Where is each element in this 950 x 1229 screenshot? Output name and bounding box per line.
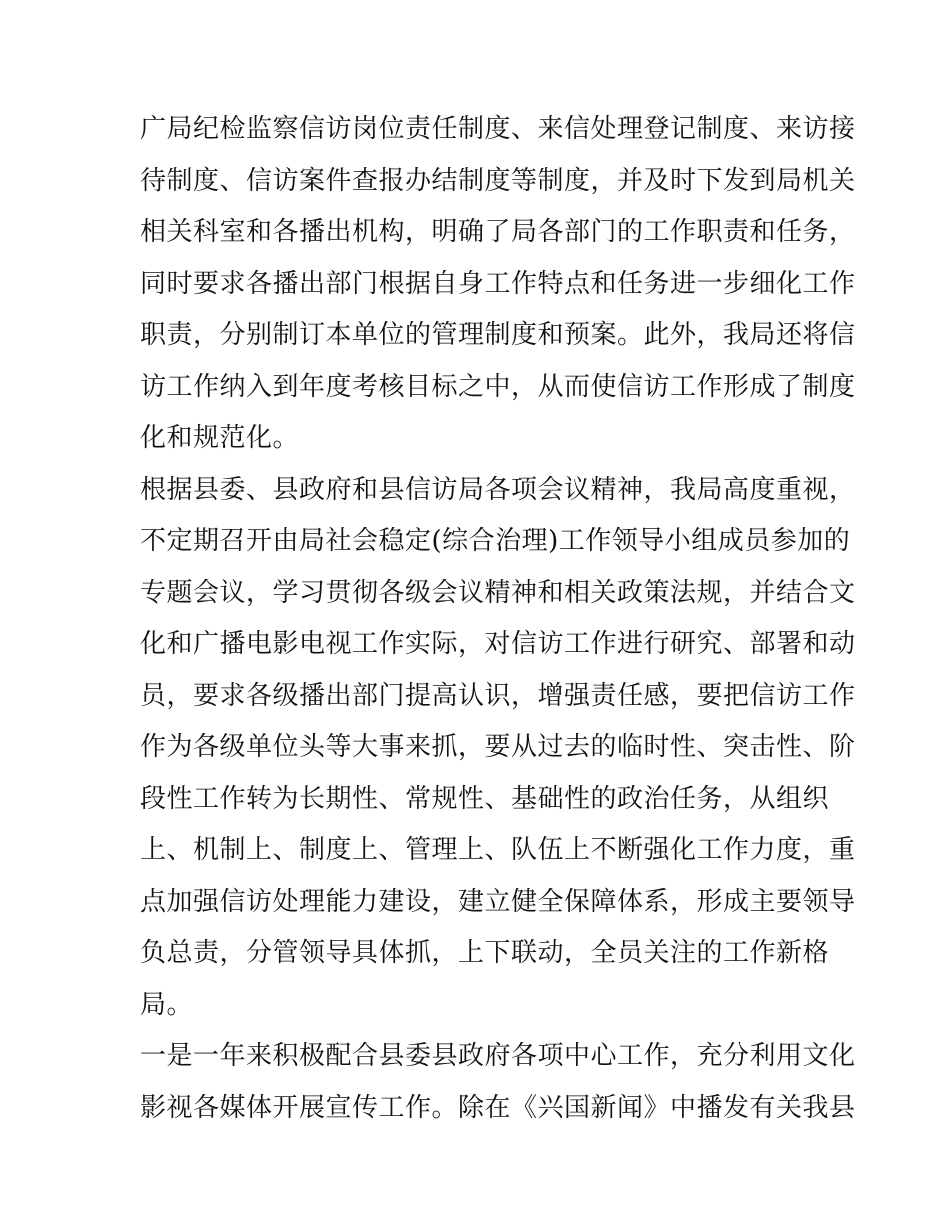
text-line: 影视各媒体开展宣传工作。除在《兴国新闻》中播发有关我县 <box>140 1092 856 1123</box>
text-line: 化和规范化。 <box>140 423 300 453</box>
document-body <box>140 104 856 1134</box>
text-line: 待制度、信访案件查报办结制度等制度，并及时下发到局机关 <box>140 165 856 196</box>
text-line: 同时要求各播出部门根据自身工作特点和任务进一步细化工作 <box>140 268 856 299</box>
text-line: 段性工作转为长期性、常规性、基础性的政治任务，从组织 <box>140 783 830 814</box>
text-line: 相关科室和各播出机构，明确了局各部门的工作职责和任务， <box>140 217 856 247</box>
text-line: 访工作纳入到年度考核目标之中，从而使信访工作形成了制度 <box>140 371 856 402</box>
text-line: 一是一年来积极配合县委县政府各项中心工作，充分利用文化 <box>140 1041 856 1071</box>
text-line: 化和广播电影电视工作实际，对信访工作进行研究、部署和动 <box>140 629 856 659</box>
text-line: 员，要求各级播出部门提高认识，增强责任感，要把信访工作 <box>140 680 856 711</box>
text-line: 根据县委、县政府和县信访局各项会议精神，我局高度重视， <box>140 474 856 505</box>
text-line: 局。 <box>140 989 194 1020</box>
text-line: 专题会议，学习贯彻各级会议精神和相关政策法规，并结合文 <box>140 577 856 608</box>
text-line: 作为各级单位头等大事来抓，要从过去的临时性、突击性、阶 <box>140 732 856 762</box>
text-line: 职责，分别制订本单位的管理制度和预案。此外，我局还将信 <box>140 320 856 350</box>
text-line: 点加强信访处理能力建设，建立健全保障体系，形成主要领导 <box>140 886 856 917</box>
text-line: 广局纪检监察信访岗位责任制度、来信处理登记制度、来访接 <box>140 114 856 144</box>
text-line: 上、机制上、制度上、管理上、队伍上不断强化工作力度，重 <box>140 835 856 865</box>
text-line: 不定期召开由局社会稳定(综合治理)工作领导小组成员参加的 <box>140 526 851 556</box>
text-line: 负总责，分管领导具体抓，上下联动，全员关注的工作新格 <box>140 938 830 968</box>
